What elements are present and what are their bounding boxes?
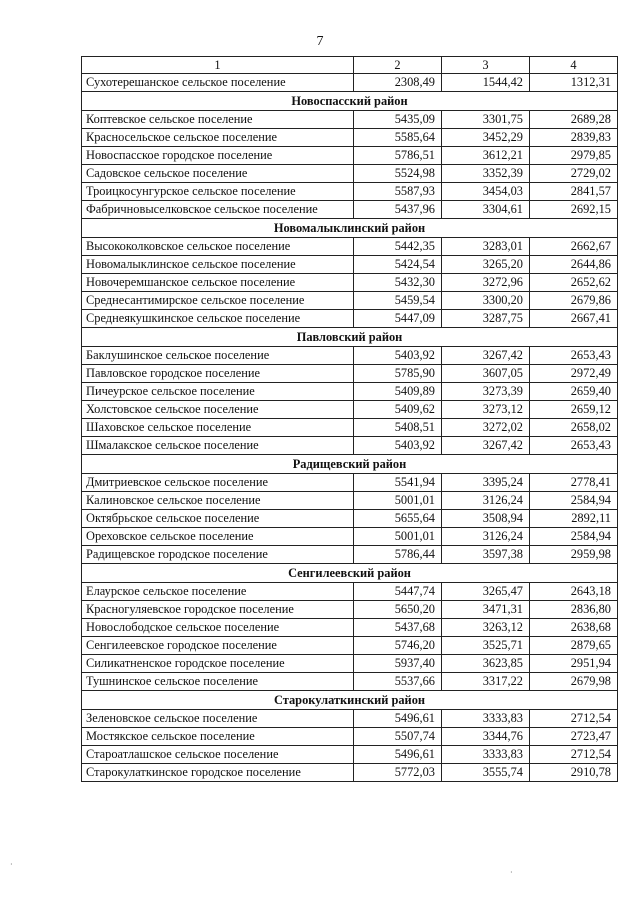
table-row bbox=[82, 492, 618, 510]
value-col-2: 2308,49 bbox=[354, 74, 442, 92]
district-title: Старокулаткинский район bbox=[82, 691, 618, 710]
value-col-3: 3471,31 bbox=[442, 601, 530, 619]
settlement-name: Коптевское сельское поселение bbox=[82, 111, 354, 129]
value-col-3: 3452,29 bbox=[442, 129, 530, 147]
settlement-name: Шмалакское сельское поселение bbox=[82, 437, 354, 455]
value-col-3: 3301,75 bbox=[442, 111, 530, 129]
settlement-name: Зеленовское сельское поселение bbox=[82, 710, 354, 728]
settlement-name: Радищевское городское поселение bbox=[82, 546, 354, 564]
district-header-row bbox=[82, 219, 618, 238]
value-col-4: 2910,78 bbox=[530, 764, 618, 782]
value-col-3: 3612,21 bbox=[442, 147, 530, 165]
district-title: Новоспасский район bbox=[82, 92, 618, 111]
value-col-3: 3454,03 bbox=[442, 183, 530, 201]
settlement-name: Фабричновыселковское сельское поселение bbox=[82, 201, 354, 219]
value-col-4: 2659,12 bbox=[530, 401, 618, 419]
table-row bbox=[82, 401, 618, 419]
table-row bbox=[82, 274, 618, 292]
settlement-name: Елаурское сельское поселение bbox=[82, 583, 354, 601]
value-col-3: 3126,24 bbox=[442, 528, 530, 546]
value-col-4: 2841,57 bbox=[530, 183, 618, 201]
table-row bbox=[82, 437, 618, 455]
value-col-4: 2839,83 bbox=[530, 129, 618, 147]
table-row bbox=[82, 201, 618, 219]
value-col-3: 3126,24 bbox=[442, 492, 530, 510]
settlement-name: Силикатненское городское поселение bbox=[82, 655, 354, 673]
settlement-name: Шаховское сельское поселение bbox=[82, 419, 354, 437]
district-header-row bbox=[82, 92, 618, 111]
value-col-2: 5650,20 bbox=[354, 601, 442, 619]
value-col-4: 2584,94 bbox=[530, 528, 618, 546]
settlement-name: Старокулаткинское городское поселение bbox=[82, 764, 354, 782]
value-col-2: 5447,74 bbox=[354, 583, 442, 601]
value-col-2: 5442,35 bbox=[354, 238, 442, 256]
scan-dot: · bbox=[510, 868, 513, 877]
value-col-4: 2689,28 bbox=[530, 111, 618, 129]
value-col-2: 5459,54 bbox=[354, 292, 442, 310]
value-col-4: 2836,80 bbox=[530, 601, 618, 619]
value-col-4: 2584,94 bbox=[530, 492, 618, 510]
value-col-4: 2959,98 bbox=[530, 546, 618, 564]
value-col-3: 3273,12 bbox=[442, 401, 530, 419]
value-col-3: 3265,20 bbox=[442, 256, 530, 274]
district-header-row bbox=[82, 691, 618, 710]
settlement-name: Сенгилеевское городское поселение bbox=[82, 637, 354, 655]
page-number: 7 bbox=[316, 34, 324, 49]
value-col-3: 3272,02 bbox=[442, 419, 530, 437]
value-col-3: 3525,71 bbox=[442, 637, 530, 655]
table-row bbox=[82, 655, 618, 673]
budget-table bbox=[81, 56, 618, 782]
value-col-3: 3267,42 bbox=[442, 437, 530, 455]
table-row bbox=[82, 601, 618, 619]
district-header-row bbox=[82, 564, 618, 583]
value-col-3: 3273,39 bbox=[442, 383, 530, 401]
value-col-2: 5655,64 bbox=[354, 510, 442, 528]
value-col-2: 5001,01 bbox=[354, 528, 442, 546]
value-col-2: 5496,61 bbox=[354, 746, 442, 764]
column-header: 3 bbox=[442, 57, 530, 74]
value-col-2: 5432,30 bbox=[354, 274, 442, 292]
value-col-4: 2723,47 bbox=[530, 728, 618, 746]
settlement-name: Среднеякушкинское сельское поселение bbox=[82, 310, 354, 328]
value-col-4: 2729,02 bbox=[530, 165, 618, 183]
table-row bbox=[82, 165, 618, 183]
settlement-name: Высококолковское сельское поселение bbox=[82, 238, 354, 256]
value-col-3: 3352,39 bbox=[442, 165, 530, 183]
value-col-2: 5541,94 bbox=[354, 474, 442, 492]
table-row bbox=[82, 619, 618, 637]
value-col-3: 3333,83 bbox=[442, 710, 530, 728]
value-col-2: 5424,54 bbox=[354, 256, 442, 274]
value-col-4: 2972,49 bbox=[530, 365, 618, 383]
table-row bbox=[82, 474, 618, 492]
district-header-row bbox=[82, 455, 618, 474]
value-col-2: 5786,51 bbox=[354, 147, 442, 165]
table-row bbox=[82, 383, 618, 401]
value-col-2: 5496,61 bbox=[354, 710, 442, 728]
table-row bbox=[82, 183, 618, 201]
value-col-4: 2679,86 bbox=[530, 292, 618, 310]
value-col-3: 3333,83 bbox=[442, 746, 530, 764]
value-col-4: 2662,67 bbox=[530, 238, 618, 256]
table-row bbox=[82, 147, 618, 165]
table-row bbox=[82, 365, 618, 383]
district-title: Сенгилеевский район bbox=[82, 564, 618, 583]
column-header: 2 bbox=[354, 57, 442, 74]
settlement-name: Новомалыклинское сельское поселение bbox=[82, 256, 354, 274]
value-col-2: 5403,92 bbox=[354, 437, 442, 455]
value-col-3: 3265,47 bbox=[442, 583, 530, 601]
value-col-2: 5772,03 bbox=[354, 764, 442, 782]
settlement-name: Красносельское сельское поселение bbox=[82, 129, 354, 147]
value-col-2: 5437,96 bbox=[354, 201, 442, 219]
value-col-3: 3623,85 bbox=[442, 655, 530, 673]
value-col-2: 5937,40 bbox=[354, 655, 442, 673]
column-header: 1 bbox=[82, 57, 354, 74]
settlement-name: Дмитриевское сельское поселение bbox=[82, 474, 354, 492]
value-col-2: 5786,44 bbox=[354, 546, 442, 564]
value-col-4: 2892,11 bbox=[530, 510, 618, 528]
value-col-4: 2643,18 bbox=[530, 583, 618, 601]
value-col-4: 2679,98 bbox=[530, 673, 618, 691]
settlement-name: Октябрьское сельское поселение bbox=[82, 510, 354, 528]
settlement-name: Холстовское сельское поселение bbox=[82, 401, 354, 419]
value-col-3: 3607,05 bbox=[442, 365, 530, 383]
value-col-3: 3317,22 bbox=[442, 673, 530, 691]
value-col-2: 5001,01 bbox=[354, 492, 442, 510]
settlement-name: Новочеремшанское сельское поселение bbox=[82, 274, 354, 292]
value-col-2: 5403,92 bbox=[354, 347, 442, 365]
value-col-3: 3344,76 bbox=[442, 728, 530, 746]
table-row bbox=[82, 746, 618, 764]
value-col-4: 2653,43 bbox=[530, 437, 618, 455]
value-col-2: 5435,09 bbox=[354, 111, 442, 129]
settlement-name: Тушнинское сельское поселение bbox=[82, 673, 354, 691]
value-col-2: 5746,20 bbox=[354, 637, 442, 655]
value-col-2: 5537,66 bbox=[354, 673, 442, 691]
settlement-name: Ореховское сельское поселение bbox=[82, 528, 354, 546]
settlement-name: Садовское сельское поселение bbox=[82, 165, 354, 183]
table-row bbox=[82, 310, 618, 328]
value-col-2: 5585,64 bbox=[354, 129, 442, 147]
table-row bbox=[82, 546, 618, 564]
table-row bbox=[82, 74, 618, 92]
value-col-4: 2712,54 bbox=[530, 710, 618, 728]
table-row bbox=[82, 710, 618, 728]
settlement-name: Сухотерешанское сельское поселение bbox=[82, 74, 354, 92]
value-col-4: 2879,65 bbox=[530, 637, 618, 655]
value-col-4: 2692,15 bbox=[530, 201, 618, 219]
settlement-name: Павловское городское поселение bbox=[82, 365, 354, 383]
district-title: Павловский район bbox=[82, 328, 618, 347]
value-col-3: 3597,38 bbox=[442, 546, 530, 564]
settlement-name: Новослободское сельское поселение bbox=[82, 619, 354, 637]
settlement-name: Мостякское сельское поселение bbox=[82, 728, 354, 746]
table-row bbox=[82, 129, 618, 147]
scan-dot: · bbox=[10, 860, 13, 869]
value-col-2: 5587,93 bbox=[354, 183, 442, 201]
table-row bbox=[82, 111, 618, 129]
value-col-4: 2979,85 bbox=[530, 147, 618, 165]
value-col-2: 5524,98 bbox=[354, 165, 442, 183]
district-title: Новомалыклинский район bbox=[82, 219, 618, 238]
table-row bbox=[82, 528, 618, 546]
value-col-3: 3555,74 bbox=[442, 764, 530, 782]
table-row bbox=[82, 583, 618, 601]
value-col-3: 3283,01 bbox=[442, 238, 530, 256]
value-col-4: 2658,02 bbox=[530, 419, 618, 437]
settlement-name: Троицкосунгурское сельское поселение bbox=[82, 183, 354, 201]
value-col-3: 3287,75 bbox=[442, 310, 530, 328]
value-col-4: 2644,86 bbox=[530, 256, 618, 274]
settlement-name: Баклушинское сельское поселение bbox=[82, 347, 354, 365]
settlement-name: Среднесантимирское сельское поселение bbox=[82, 292, 354, 310]
table-row bbox=[82, 673, 618, 691]
value-col-2: 5785,90 bbox=[354, 365, 442, 383]
settlement-name: Новоспасское городское поселение bbox=[82, 147, 354, 165]
table-row bbox=[82, 292, 618, 310]
table-row bbox=[82, 256, 618, 274]
table-row bbox=[82, 347, 618, 365]
value-col-4: 2712,54 bbox=[530, 746, 618, 764]
value-col-3: 1544,42 bbox=[442, 74, 530, 92]
district-header-row bbox=[82, 328, 618, 347]
table-row bbox=[82, 419, 618, 437]
value-col-3: 3300,20 bbox=[442, 292, 530, 310]
settlement-name: Староатлашское сельское поселение bbox=[82, 746, 354, 764]
value-col-2: 5437,68 bbox=[354, 619, 442, 637]
column-header: 4 bbox=[530, 57, 618, 74]
value-col-3: 3508,94 bbox=[442, 510, 530, 528]
settlement-name: Красногуляевское городское поселение bbox=[82, 601, 354, 619]
value-col-3: 3395,24 bbox=[442, 474, 530, 492]
table-row bbox=[82, 728, 618, 746]
value-col-2: 5409,89 bbox=[354, 383, 442, 401]
table-row bbox=[82, 510, 618, 528]
value-col-4: 2653,43 bbox=[530, 347, 618, 365]
budget-table-body bbox=[82, 57, 618, 782]
value-col-4: 2951,94 bbox=[530, 655, 618, 673]
column-number-header-row bbox=[82, 57, 618, 74]
value-col-4: 2659,40 bbox=[530, 383, 618, 401]
value-col-4: 2638,68 bbox=[530, 619, 618, 637]
value-col-2: 5507,74 bbox=[354, 728, 442, 746]
table-row bbox=[82, 238, 618, 256]
settlement-name: Пичеурское сельское поселение bbox=[82, 383, 354, 401]
value-col-3: 3304,61 bbox=[442, 201, 530, 219]
table-row bbox=[82, 764, 618, 782]
settlement-name: Калиновское сельское поселение bbox=[82, 492, 354, 510]
value-col-2: 5409,62 bbox=[354, 401, 442, 419]
value-col-3: 3263,12 bbox=[442, 619, 530, 637]
district-title: Радищевский район bbox=[82, 455, 618, 474]
value-col-3: 3267,42 bbox=[442, 347, 530, 365]
value-col-2: 5408,51 bbox=[354, 419, 442, 437]
value-col-3: 3272,96 bbox=[442, 274, 530, 292]
table-row bbox=[82, 637, 618, 655]
value-col-4: 2778,41 bbox=[530, 474, 618, 492]
value-col-2: 5447,09 bbox=[354, 310, 442, 328]
value-col-4: 2667,41 bbox=[530, 310, 618, 328]
value-col-4: 2652,62 bbox=[530, 274, 618, 292]
value-col-4: 1312,31 bbox=[530, 74, 618, 92]
